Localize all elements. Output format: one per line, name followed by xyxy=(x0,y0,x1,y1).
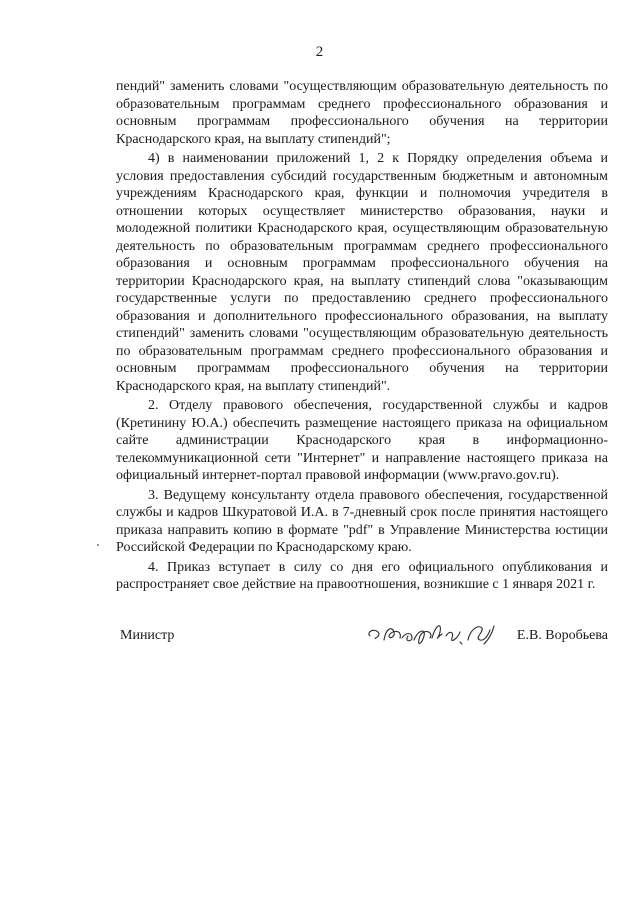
paragraph-continuation: пендий" заменить словами "осуществляющим образовательную деятельность по образовательным программам среднего профессионального образования и основным программам профессионального обучения на территории Краснодарского края, на выплату стипендий"; xyxy=(116,79,608,147)
margin-mark xyxy=(97,544,99,546)
document-body xyxy=(116,78,608,594)
paragraph-clause-4: 4. Приказ вступает в силу со дня его официального опубликования и распространяет свое действие на правоотношения, возникшие с 1 января 2021 г. xyxy=(116,559,608,592)
handwritten-signature xyxy=(364,614,504,654)
paragraph-clause-2: 2. Отделу правового обеспечения, государственной службы и кадров (Кретинину Ю.А.) обеспечить размещение настоящего приказа на официальном сайте администрации Краснодарского края в информационно-телекоммуникационной сети "Интернет" и направление настоящего приказа на официальный интернет-портал правовой информации (www.pravo.gov.ru). xyxy=(116,398,608,483)
paragraph-clause-3: 3. Ведущему консультанту отдела правового обеспечения, государственной службы и кадров Шкуратовой И.А. в 7-дневный срок после принятия настоящего приказа направить копию в формате "pdf" в Управление Министерства юстиции Российской Федерации по Краснодарскому краю. xyxy=(116,487,608,555)
page-number: 2 xyxy=(315,44,324,60)
paragraph-item-4: 4) в наименовании приложений 1, 2 к Порядку определения объема и условия предоставления субсидий государственным бюджетным и автономным учреждениям Краснодарского края, функции и полномочия учредителя в отношении которых осуществляет министерство образования, науки и молодежной политики Краснодарского края, осуществляющим образовательную деятельность по образовательным программам среднего профессионального образования и основным программам профессионального обучения на территории Краснодарского края, на выплату стипендий слова "оказывающим государственные услуги по предоставлению среднего профессионального образования и дополнительного профессионального образования, на выплату стипендий" заменить словами "осуществляющим образовательную деятельность по образовательным программам среднего профессионального образования и основным программам профессионального обучения на территории Краснодарского края, на выплату стипендий". xyxy=(116,151,608,394)
signatory-name: Е.В. Воробьева xyxy=(516,628,608,643)
signature-block xyxy=(116,622,608,652)
signatory-title: Министр xyxy=(120,628,175,643)
